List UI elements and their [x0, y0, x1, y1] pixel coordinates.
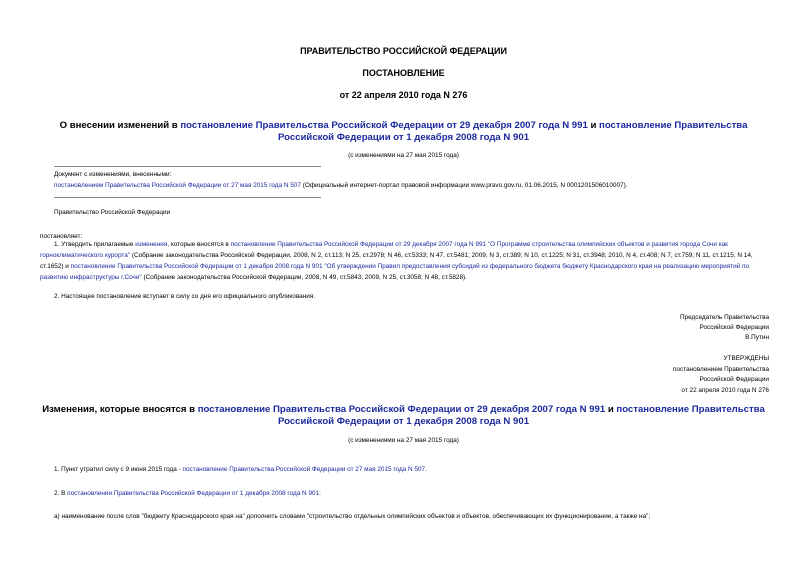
issuer: Правительство Российской Федерации [54, 209, 171, 216]
change-item-2a: а) наименование после слов "бюджету Краснодарского края на" дополнить словами "строительство отдельных олимпийских объектов и объектов, обеспечивающих их функционирование, а также на"; [54, 513, 651, 520]
change-item-1-link[interactable]: постановление Правительства Российской Федерации от 27 мая 2015 года N 507 [182, 466, 426, 473]
changes-title [34, 404, 773, 428]
signature-name: В.Путин [745, 334, 769, 341]
title-link-991[interactable]: постановление Правительства Российской Федерации от 29 декабря 2007 года N 991 [180, 120, 588, 131]
change-item-2-end: : [319, 490, 321, 497]
item-1-text-a: 1. Утвердить прилагаемые [54, 241, 136, 248]
amendment-note: (с изменениями на 27 мая 2015 года) [348, 152, 459, 159]
item-1-link-changes[interactable]: изменения [135, 241, 168, 248]
changes-title-link-901[interactable]: постановление Правительства Российской Федерации от 1 декабря 2008 года N 901 [277, 404, 765, 427]
amendment-note-2: (с изменениями на 27 мая 2015 года) [348, 437, 459, 444]
item-1-link-991[interactable]: постановление Правительства Российской Федерации от 29 декабря 2007 года N 991 "О Программе строительства олимпийских объектов и развития города Сочи как горноклиматического курорта" [40, 241, 728, 259]
signature-country: Российской Федерации [699, 324, 769, 331]
divider-bottom [54, 197, 321, 198]
divider-top [54, 166, 321, 167]
changes-title-prefix: Изменения, которые вносятся в [42, 404, 198, 415]
changes-box-heading: Документ с изменениями, внесенными: [54, 171, 172, 178]
approved-date: от 22 апреля 2010 года N 276 [681, 386, 769, 394]
resolves-label: постановляет: [40, 233, 83, 240]
document-date: от 22 апреля 2010 года N 276 [339, 90, 468, 100]
changes-title-mid: и [605, 404, 617, 415]
government-heading: ПРАВИТЕЛЬСТВО РОССИЙСКОЙ ФЕДЕРАЦИИ [300, 46, 507, 56]
title-prefix: О внесении изменений в [59, 120, 181, 131]
approved-line-2: постановлением Правительства [673, 365, 769, 373]
approved-heading: УТВЕРЖДЕНЫ [723, 355, 769, 362]
changes-box-source: (Официальный интернет-портал правовой информации www.pravo.gov.ru, 01.06.2015, N 0001201506010007). [300, 182, 628, 189]
title-mid: и [587, 120, 600, 131]
signature-title: Председатель Правительства [680, 314, 769, 321]
item-1-text-b: , которые вносятся в [167, 241, 231, 248]
title-link-901[interactable]: постановление Правительства Российской Федерации от 1 декабря 2008 года N 901 [277, 120, 748, 143]
change-item-2-text: 2. В [54, 490, 68, 497]
change-item-2-link[interactable]: постановлении Правительства Российской Федерации от 1 декабря 2008 года N 901 [67, 490, 320, 497]
changes-box [54, 170, 794, 190]
signature-block [680, 313, 769, 343]
approved-line-3: Российской Федерации [699, 376, 769, 383]
item-1-text-d: (Собрание законодательства Российской Федерации, 2008, N 49, ст.5843; 2009, N 25, ст.3058; N 48, ст.5828). [141, 274, 467, 281]
change-item-1-end: . [425, 466, 427, 473]
document-title [40, 120, 767, 144]
change-item-1-text: 1. Пункт утратил силу с 9 июня 2015 года - [54, 466, 183, 473]
approved-block [673, 354, 769, 396]
changes-box-link[interactable]: постановлением Правительства Российской Федерации от 27 мая 2015 года N 507 [54, 182, 301, 189]
changes-title-link-991[interactable]: постановление Правительства Российской Федерации от 29 декабря 2007 года N 991 [197, 404, 606, 415]
item-1-link-901[interactable]: постановление Правительства Российской Федерации от 1 декабря 2008 года N 901 "Об утверждении Правил предоставления субсидий из федерального бюджета бюджету Краснодарского края на реализацию мероприятий по развитию инфраструктуры г.Сочи" [40, 263, 750, 281]
item-1-text-c: (Собрание законодательства Российской Федерации, 2008, N 2, ст.113; N 25, ст.2978; N 46, ст.5333; N 47, ст.5481; 2009, N 3, ст.389; N 10, ст.1225; N 31, ст.3948; 2010, N 4, ст.408; N 7, ст.759; N 11, ст.1215; N 14, ст.1652) и [40, 252, 753, 270]
change-item-1 [54, 464, 427, 475]
document-type: ПОСТАНОВЛЕНИЕ [362, 68, 445, 78]
item-1 [40, 239, 770, 283]
item-2: 2. Настоящее постановление вступает в силу со дня его официального опубликования. [54, 293, 316, 300]
change-item-2 [54, 488, 321, 499]
